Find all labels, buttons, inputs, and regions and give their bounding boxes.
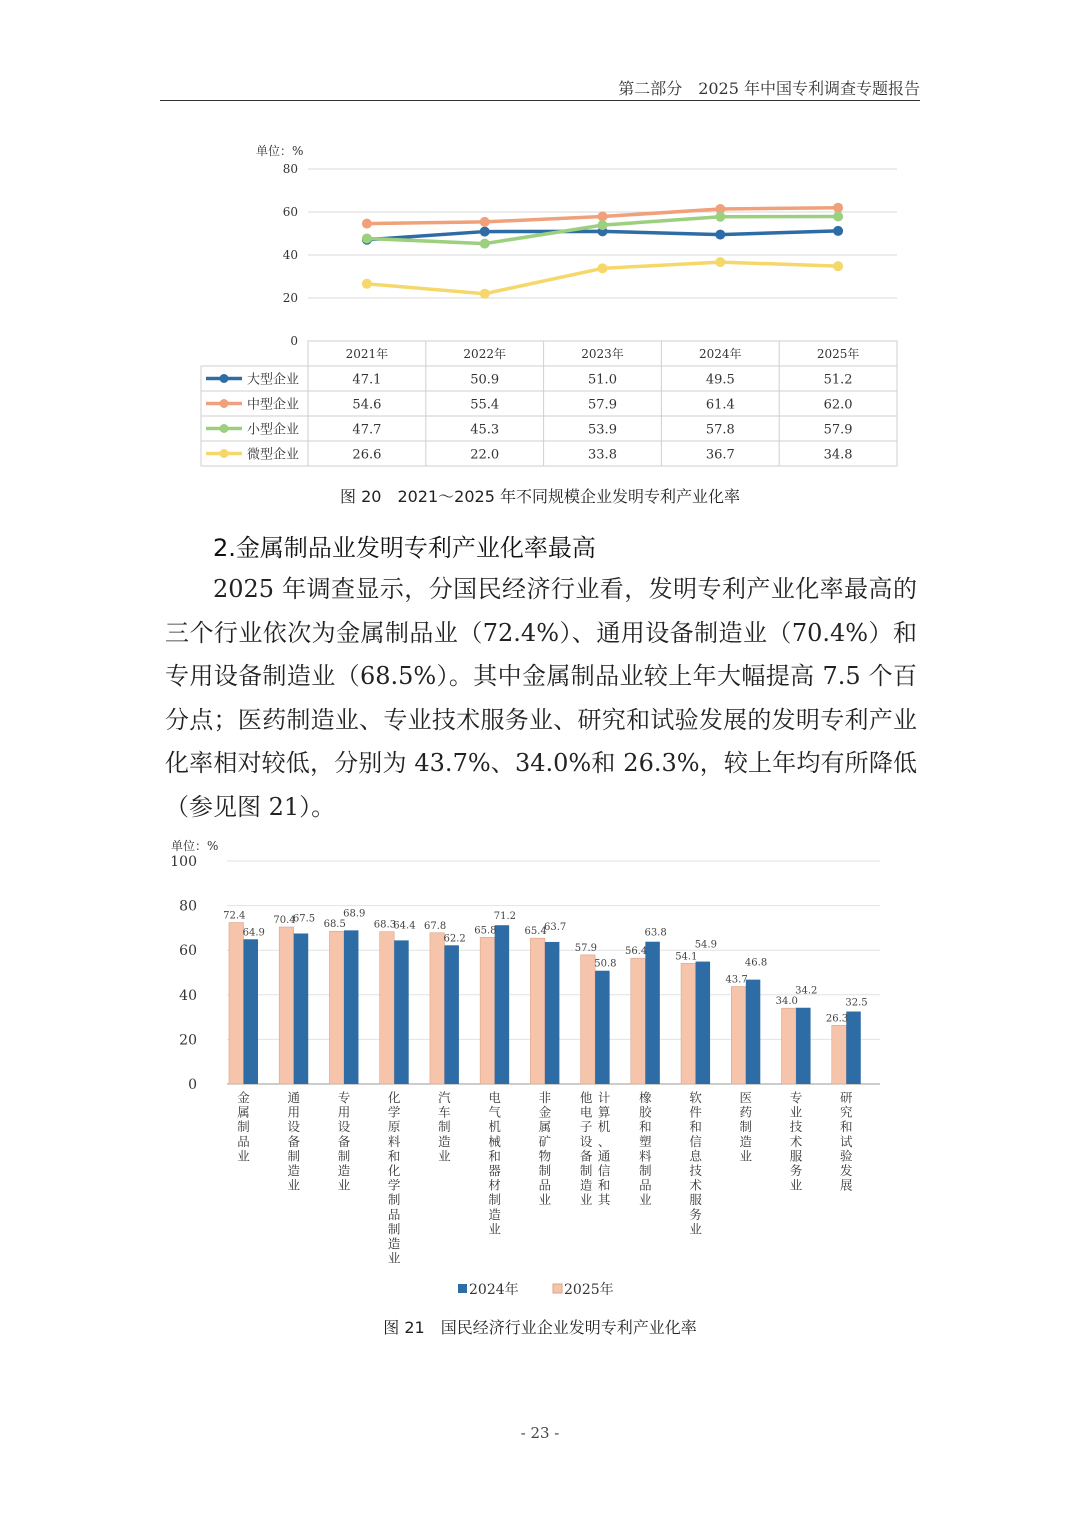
x-category-label: 化学原料和化学制品制造业 — [387, 1090, 401, 1266]
header-title: 第二部分 2025 年中国专利调查专题报告 — [618, 79, 920, 98]
bar-value-label-2024: 32.5 — [845, 997, 868, 1009]
x-category-label: 电气机械和器材制造业 — [488, 1090, 501, 1237]
data-point — [480, 289, 490, 299]
data-point — [833, 212, 843, 222]
bar-2025 — [782, 1008, 797, 1084]
x-category-label: 2022年 — [463, 347, 506, 361]
table-cell-value: 22.0 — [470, 447, 500, 463]
line-chart-enterprise-size — [0, 130, 1080, 475]
data-point — [480, 227, 490, 237]
y-tick-label: 0 — [290, 334, 298, 348]
legend-label: 2025年 — [564, 1282, 614, 1298]
x-category-label: 汽车制造业 — [438, 1090, 451, 1164]
x-category-label: 橡胶和塑料制品业 — [639, 1090, 652, 1208]
bar-2025 — [530, 938, 545, 1084]
x-category-label: 2023年 — [581, 347, 624, 361]
bar-value-label-2024: 68.9 — [343, 908, 366, 920]
x-category-label: 研究和试验发展 — [840, 1090, 853, 1193]
table-cell-value: 55.4 — [470, 397, 500, 413]
table-cell-value: 50.9 — [470, 372, 500, 388]
legend-marker — [220, 399, 229, 408]
bar-value-label-2025: 57.9 — [574, 942, 597, 954]
bar-value-label-2025: 67.8 — [424, 920, 447, 932]
data-point — [715, 257, 725, 267]
bar-2025 — [229, 923, 244, 1084]
y-tick-label: 60 — [282, 205, 298, 219]
y-tick-label: 40 — [282, 248, 298, 262]
legend-swatch — [458, 1284, 467, 1293]
table-cell-value: 51.2 — [823, 372, 853, 388]
x-category-label: 2021年 — [345, 347, 389, 361]
x-category-label: 医药制造业 — [739, 1090, 753, 1164]
bar-chart-industry — [0, 830, 1080, 1310]
bar-2025 — [681, 963, 696, 1084]
data-point — [715, 230, 725, 240]
bar-value-label-2025: 26.3 — [825, 1013, 849, 1025]
bar-value-label-2025: 68.3 — [373, 919, 397, 931]
bar-value-label-2025: 70.4 — [273, 915, 296, 927]
x-category-label: 金属制品业 — [237, 1090, 250, 1164]
bar-value-label-2024: 64.9 — [242, 927, 265, 939]
table-cell-value: 53.9 — [588, 422, 617, 438]
x-category-label: 2024年 — [699, 347, 742, 361]
y-tick-label: 40 — [179, 987, 197, 1004]
bar-2025 — [480, 937, 495, 1084]
table-cell-value: 57.9 — [588, 397, 617, 413]
bar-value-label-2025: 72.4 — [223, 910, 246, 922]
figure-20-caption: 图 20 2021～2025 年不同规模企业发明专利产业化率 — [340, 487, 740, 506]
page-header — [160, 74, 920, 101]
bar-2024 — [846, 1012, 861, 1084]
data-point — [480, 239, 490, 249]
legend-marker — [220, 449, 229, 458]
table-cell-value: 33.8 — [588, 447, 617, 463]
bar-2024 — [294, 933, 309, 1084]
bar-2025 — [430, 933, 445, 1084]
bar-value-label-2025: 65.4 — [524, 926, 547, 938]
data-point — [715, 212, 725, 222]
figure-21-caption: 图 21 国民经济行业企业发明专利产业化率 — [383, 1318, 697, 1337]
bar-value-label-2025: 43.7 — [725, 974, 748, 986]
bar-value-label-2024: 46.8 — [744, 957, 768, 969]
bar-2025 — [279, 927, 294, 1084]
bar-2024 — [746, 980, 761, 1084]
bar-value-label-2025: 54.1 — [675, 951, 698, 963]
y-tick-label: 20 — [282, 291, 298, 305]
bar-2024 — [495, 925, 510, 1084]
bar-2025 — [731, 987, 746, 1084]
table-cell-value: 47.7 — [352, 422, 382, 438]
bar-2024 — [444, 945, 459, 1084]
y-tick-label: 0 — [188, 1077, 197, 1093]
table-cell-value: 45.3 — [470, 422, 500, 438]
bar-2025 — [832, 1025, 847, 1084]
x-category-label: 非金属矿物制品业 — [538, 1090, 552, 1208]
section-title: 2.金属制品业发明专利产业化率最高 — [213, 534, 596, 562]
bar-value-label-2024: 34.2 — [795, 985, 818, 997]
legend-label: 微型企业 — [247, 447, 300, 463]
bar-value-label-2024: 62.2 — [443, 933, 466, 945]
table-cell-value: 49.5 — [705, 372, 735, 388]
table-cell-value: 57.8 — [705, 422, 735, 438]
x-category-label: 2025年 — [816, 347, 860, 361]
unit-label: 单位：% — [171, 839, 219, 853]
data-point — [833, 203, 843, 213]
bar-2025 — [581, 955, 596, 1084]
bar-value-label-2024: 67.5 — [292, 913, 316, 925]
table-cell-value: 51.0 — [588, 372, 617, 388]
body-paragraph: 2025 年调查显示，分国民经济行业看，发明专利产业化率最高的三个行业依次为金属制品业（72.4%）、通用设备制造业（70.4%）和专用设备制造业（68.5%）。其中金属制品业较上年大幅提高 7.5 个百分点；医药制造业、专业技术服务业、研究和试验发展的发明专利产业化率相对较低，分别为 43.7%、34.0%和 26.3%，较上年均有所降低（参见图 21）。 — [165, 575, 917, 821]
x-category-label: 计算机、通信和其他电子设备制造业 — [579, 1090, 611, 1208]
bar-2025 — [329, 931, 344, 1084]
page-number: - 23 - — [520, 1424, 560, 1442]
y-tick-label: 20 — [179, 1032, 197, 1049]
table-cell-value: 47.1 — [352, 372, 382, 388]
table-cell-value: 54.6 — [352, 397, 382, 413]
bar-2024 — [244, 939, 259, 1084]
bar-2025 — [631, 958, 646, 1084]
table-cell-value: 61.4 — [705, 397, 735, 413]
data-point — [362, 233, 372, 243]
data-point — [598, 212, 608, 222]
y-tick-label: 100 — [170, 854, 197, 870]
table-cell-value: 62.0 — [823, 397, 853, 413]
y-tick-label: 60 — [179, 943, 197, 960]
bar-value-label-2024: 71.2 — [493, 911, 517, 923]
bar-2024 — [595, 971, 610, 1084]
bar-value-label-2025: 56.4 — [624, 946, 648, 958]
data-point — [598, 220, 608, 230]
bar-2024 — [344, 930, 359, 1084]
legend-label: 大型企业 — [247, 372, 300, 388]
legend-marker — [220, 374, 229, 383]
bar-value-label-2024: 63.7 — [544, 921, 567, 933]
data-point — [362, 279, 372, 289]
y-tick-label: 80 — [282, 162, 298, 176]
data-point — [833, 226, 843, 236]
bar-value-label-2025: 68.5 — [323, 919, 346, 931]
data-point — [362, 219, 372, 229]
table-cell-value: 34.8 — [823, 447, 853, 463]
bar-2024 — [545, 942, 560, 1084]
bar-value-label-2024: 63.8 — [644, 927, 667, 939]
bar-2024 — [645, 942, 660, 1084]
x-category-label: 通用设备制造业 — [287, 1090, 300, 1193]
data-point — [833, 261, 843, 271]
bar-2024 — [394, 940, 409, 1084]
bar-value-label-2024: 50.8 — [594, 958, 617, 970]
bar-value-label-2024: 54.9 — [694, 939, 717, 951]
table-cell-value: 26.6 — [352, 447, 382, 463]
bar-2025 — [380, 932, 395, 1084]
bar-value-label-2025: 34.0 — [775, 996, 798, 1008]
legend-marker — [220, 424, 229, 433]
x-category-label: 专用设备制造业 — [337, 1090, 351, 1193]
table-cell-value: 57.9 — [823, 422, 853, 438]
legend-label: 小型企业 — [247, 422, 300, 438]
unit-label: 单位：% — [256, 144, 304, 158]
legend-label: 2024年 — [469, 1282, 519, 1298]
x-category-label: 专业技术服务业 — [789, 1090, 803, 1193]
legend-label: 中型企业 — [247, 397, 300, 413]
table-cell-value: 36.7 — [705, 447, 735, 463]
y-tick-label: 80 — [179, 898, 197, 915]
data-point — [598, 263, 608, 273]
bar-value-label-2025: 65.8 — [474, 925, 497, 937]
data-point — [480, 217, 490, 227]
legend-swatch — [553, 1284, 562, 1293]
bar-2024 — [696, 962, 711, 1084]
x-category-label: 软件和信息技术服务业 — [689, 1090, 702, 1237]
bar-value-label-2024: 64.4 — [393, 920, 416, 932]
bar-2024 — [796, 1008, 811, 1084]
